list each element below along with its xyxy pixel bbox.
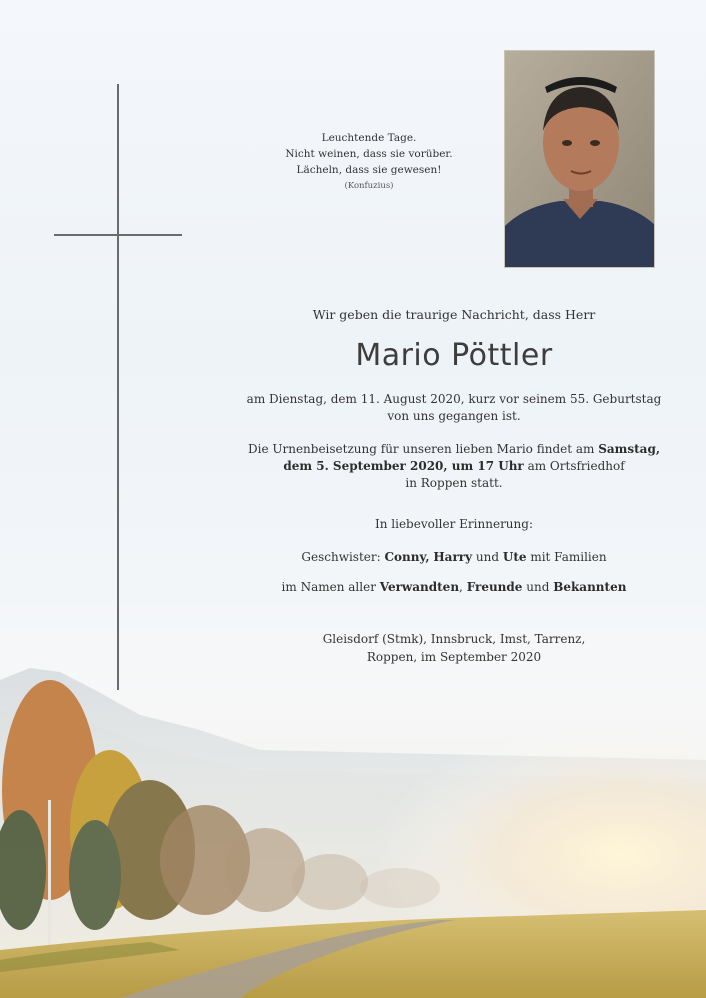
siblings-line xyxy=(230,550,678,564)
locations-line-2: Roppen, im September 2020 xyxy=(366,650,542,664)
relatives-pre: im Namen aller xyxy=(281,580,380,594)
death-line-1: am Dienstag, dem 11. August 2020, kurz vor seinem 55. Geburtstag xyxy=(246,392,662,406)
locations-line-1: Gleisdorf (Stmk), Innsbruck, Imst, Tarrenz, xyxy=(322,632,586,646)
locations-block xyxy=(230,630,678,666)
funeral-notice xyxy=(230,441,678,492)
memory-heading: In liebevoller Erinnerung: xyxy=(375,517,533,531)
siblings-suffix: mit Familien xyxy=(526,550,607,564)
death-notice xyxy=(230,391,678,425)
siblings-label: Geschwister: xyxy=(301,550,385,564)
quote-line-2: Nicht weinen, dass sie vorüber. xyxy=(285,148,453,160)
relatives-line xyxy=(230,580,678,594)
portrait-photo xyxy=(504,50,655,268)
funeral-line-2 xyxy=(230,458,678,475)
cross-vertical-beam xyxy=(117,84,119,690)
funeral-pre: Die Urnenbeisetzung für unseren lieben Mario findet am xyxy=(247,442,599,456)
conjunction: und xyxy=(472,550,503,564)
funeral-day: Samstag, xyxy=(598,442,661,456)
conjunction: und xyxy=(522,580,554,594)
intro-text: Wir geben die traurige Nachricht, dass Herr xyxy=(312,307,596,322)
deceased-name: Mario Pöttler xyxy=(355,338,553,373)
death-line-2: von uns gegangen ist. xyxy=(387,409,521,423)
funeral-place: am Ortsfriedhof xyxy=(523,459,625,473)
funeral-line-1 xyxy=(230,441,678,458)
sibling-name: Harry xyxy=(433,550,473,564)
funeral-line-3: in Roppen statt. xyxy=(405,476,503,490)
quote xyxy=(270,130,468,194)
quote-line-1: Leuchtende Tage. xyxy=(321,132,417,144)
cross-horizontal-beam xyxy=(54,234,182,236)
relatives-group: Freunde xyxy=(466,580,523,594)
sibling-name: Conny, xyxy=(384,550,430,564)
funeral-date: dem 5. September 2020, um 17 Uhr xyxy=(283,459,524,473)
relatives-group: Verwandten xyxy=(379,580,460,594)
sibling-name: Ute xyxy=(502,550,527,564)
separator: , xyxy=(459,580,467,594)
relatives-group: Bekannten xyxy=(553,580,627,594)
quote-line-3: Lächeln, dass sie gewesen! xyxy=(296,164,442,176)
quote-source: (Konfuzius) xyxy=(344,181,394,191)
landscape-background xyxy=(0,620,706,998)
